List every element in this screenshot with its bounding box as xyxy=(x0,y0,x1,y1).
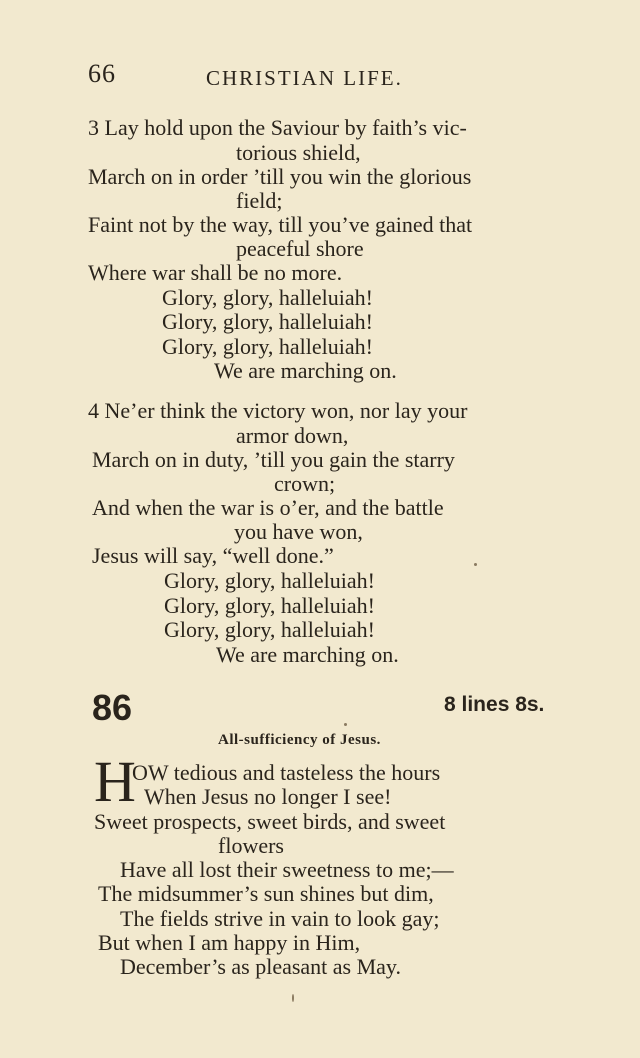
verse-line: field; xyxy=(236,188,283,213)
verse-line: 3 Lay hold upon the Saviour by faith’s vic- xyxy=(88,115,467,140)
verse-line: Where war shall be no more. xyxy=(88,260,343,285)
hymn-number: 86 xyxy=(92,687,133,728)
hymn-meter: 8 lines 8s. xyxy=(444,693,545,716)
verse-line: Have all lost their sweetness to me;— xyxy=(120,857,454,882)
verse-line: Jesus will say, “well done.” xyxy=(92,543,334,568)
verse-line: flowers xyxy=(218,833,284,858)
verse-line: OW tedious and tasteless the hours xyxy=(132,760,441,785)
refrain-line: Glory, glory, halleluiah! xyxy=(162,285,373,310)
verse-line: 4 Ne’er think the victory won, nor lay your xyxy=(88,398,468,423)
verse-line: Sweet prospects, sweet birds, and sweet xyxy=(94,809,446,834)
verse-line: March on in order ’till you win the glorious xyxy=(88,164,472,189)
running-title: CHRISTIAN LIFE. xyxy=(206,66,403,90)
verse-line: Faint not by the way, till you’ve gained that xyxy=(88,212,473,237)
print-speck xyxy=(474,563,477,566)
refrain-line: Glory, glory, halleluiah! xyxy=(164,568,375,593)
print-speck xyxy=(292,994,294,1002)
refrain-line: We are marching on. xyxy=(214,358,397,383)
verse-line: armor down, xyxy=(236,423,349,448)
refrain-line: Glory, glory, halleluiah! xyxy=(164,617,375,642)
refrain-line: Glory, glory, halleluiah! xyxy=(162,309,373,334)
verse-line: When Jesus no longer I see! xyxy=(144,784,392,809)
page-number: 66 xyxy=(88,59,116,88)
verse-line: March on in duty, ’till you gain the starry xyxy=(92,447,455,472)
verse-line: And when the war is o’er, and the battle xyxy=(92,495,444,520)
verse-line: But when I am happy in Him, xyxy=(98,930,361,955)
verse-line: you have won, xyxy=(234,519,363,544)
verse-line: peaceful shore xyxy=(236,236,364,261)
drop-cap: H xyxy=(94,749,136,814)
hymn-title: All-sufficiency of Jesus. xyxy=(218,732,381,748)
verse-line: crown; xyxy=(274,471,336,496)
verse-line: December’s as pleasant as May. xyxy=(120,954,402,979)
verse-line: The midsummer’s sun shines but dim, xyxy=(98,881,434,906)
refrain-line: Glory, glory, halleluiah! xyxy=(164,593,375,618)
refrain-line: Glory, glory, halleluiah! xyxy=(162,334,373,359)
refrain-line: We are marching on. xyxy=(216,642,399,667)
verse-line: torious shield, xyxy=(236,140,361,165)
print-speck xyxy=(344,723,347,726)
verse-line: The fields strive in vain to look gay; xyxy=(120,906,440,931)
